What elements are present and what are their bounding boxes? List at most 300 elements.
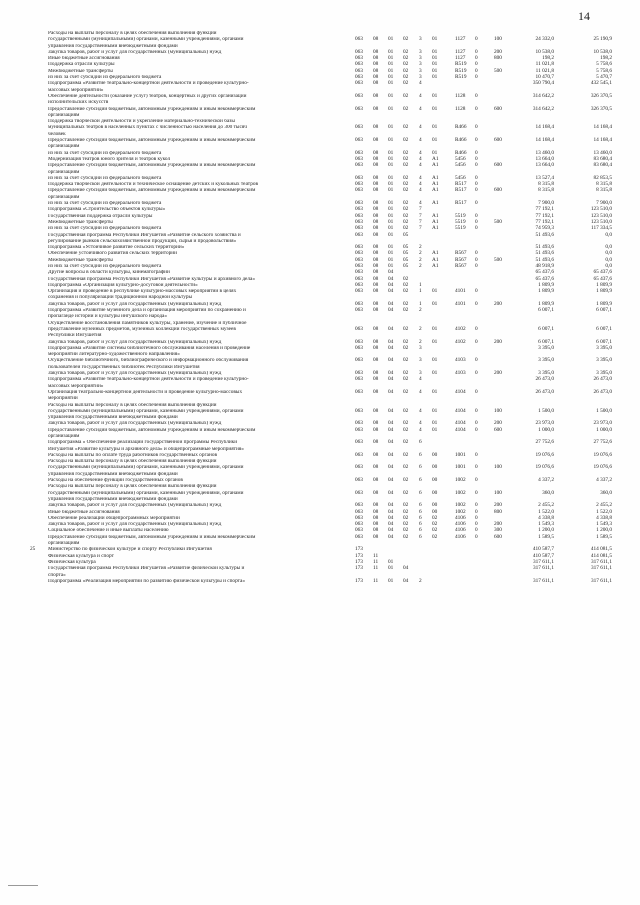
amount-2020: 48 918,9: [535, 262, 554, 269]
amount-2021: 25 190,9: [593, 36, 612, 43]
code-cell: 1127: [455, 48, 466, 55]
code-cell: 02: [403, 174, 409, 181]
code-cell: 0: [475, 137, 478, 144]
code-cell: A1: [432, 250, 439, 257]
code-cell: 4103: [455, 370, 466, 377]
code-cell: 08: [373, 338, 379, 345]
code-cell: 08: [373, 370, 379, 377]
amount-2021: 27 752,6: [593, 439, 612, 446]
code-cell: 02: [403, 527, 409, 534]
code-cell: 100: [494, 464, 502, 471]
code-cell: 01: [432, 74, 438, 81]
code-cell: 4103: [455, 357, 466, 364]
code-cell: 4104: [455, 407, 466, 414]
code-cell: 08: [373, 256, 379, 263]
row-name: Расходы на выплаты персоналу в целях обеспечения выполнения функций: [48, 459, 217, 465]
row-name: управления государственными внебюджетными фондами: [48, 43, 178, 49]
code-cell: 02: [403, 420, 409, 427]
row-name: Подпрограмма «Организация культурно-досуговой деятельности»: [48, 282, 198, 288]
code-cell: 4106: [455, 521, 466, 528]
code-cell: 04: [388, 275, 394, 282]
amount-2021: 1 500,0: [596, 407, 612, 414]
code-cell: 4104: [455, 388, 466, 395]
amount-2021: 3 395,0: [596, 344, 612, 351]
amount-2020: 51 493,6: [535, 250, 554, 257]
code-cell: 08: [373, 288, 379, 295]
code-cell: 08: [373, 477, 379, 484]
amount-2021: 14 168,4: [593, 124, 612, 131]
code-cell: 02: [403, 357, 409, 364]
code-cell: 2: [419, 256, 422, 263]
row-name: Осуществление восстановления памятников культуры, хранение, изучение и публичное: [48, 320, 247, 326]
code-cell: 0: [475, 426, 478, 433]
code-cell: 01: [388, 181, 394, 188]
code-cell: 4106: [455, 527, 466, 534]
code-cell: 5519: [455, 212, 466, 219]
code-cell: 600: [494, 533, 502, 540]
code-cell: 4: [419, 80, 422, 87]
code-cell: 08: [373, 80, 379, 87]
amount-2020: 8 315,8: [538, 181, 554, 188]
code-cell: 01: [432, 61, 438, 68]
code-cell: 500: [494, 67, 502, 74]
amount-2021: 123 510,0: [590, 212, 612, 219]
amount-2021: 26 473,0: [593, 376, 612, 383]
row-name: регулирование рынков сельскохозяйственной продукции, сырья и продовольствия»: [48, 238, 237, 244]
code-cell: 01: [388, 105, 394, 112]
code-cell: 063: [355, 464, 363, 471]
code-cell: 08: [373, 36, 379, 43]
code-cell: 1127: [455, 55, 466, 62]
code-cell: 02: [403, 370, 409, 377]
code-cell: 02: [403, 225, 409, 232]
amount-2020: 314 642,2: [532, 92, 554, 99]
code-cell: 02: [403, 288, 409, 295]
code-cell: 1: [419, 281, 422, 288]
code-cell: 063: [355, 489, 363, 496]
code-cell: 4: [419, 162, 422, 169]
amount-2020: 27 752,6: [535, 439, 554, 446]
code-cell: 01: [432, 149, 438, 156]
row-name: Подпрограмма «Развитие системы библиотечного обслуживания населения и проведение: [48, 345, 251, 351]
code-cell: 08: [373, 48, 379, 55]
code-cell: 01: [388, 218, 394, 225]
code-cell: 3: [419, 370, 422, 377]
amount-2021: 4 338,8: [596, 514, 612, 521]
code-cell: 0: [475, 74, 478, 81]
code-cell: 063: [355, 67, 363, 74]
amount-2021: 65 437,6: [593, 269, 612, 276]
code-cell: 04: [388, 508, 394, 515]
code-cell: 02: [403, 439, 409, 446]
amount-2020: 2 455,2: [538, 502, 554, 509]
row-name: Подпрограмма «Развитие театрально-концертной деятельности и проведение культурно-: [48, 81, 249, 87]
code-cell: 600: [494, 162, 502, 169]
code-cell: 4: [419, 155, 422, 162]
code-cell: 02: [403, 187, 409, 194]
code-cell: 063: [355, 357, 363, 364]
code-cell: 200: [494, 502, 502, 509]
row-name: Расходы на выплаты персоналу в целях обеспечения выполнения функций: [48, 402, 217, 408]
amount-2021: 0,0: [605, 244, 612, 251]
code-cell: 100: [494, 36, 502, 43]
code-cell: 1128: [455, 105, 466, 112]
code-cell: 2: [419, 250, 422, 257]
code-cell: 063: [355, 376, 363, 383]
row-name: массовых мероприятий»: [48, 87, 104, 93]
code-cell: 02: [432, 514, 438, 521]
row-name: Поддержка творческой деятельности и укрепление материально-технической базы: [48, 119, 235, 125]
code-cell: 04: [388, 300, 394, 307]
code-cell: A1: [432, 181, 439, 188]
code-cell: 063: [355, 514, 363, 521]
code-cell: 01: [388, 244, 394, 251]
code-cell: 6: [419, 439, 422, 446]
amount-2021: 1 809,9: [596, 288, 612, 295]
code-cell: A1: [432, 262, 439, 269]
code-cell: 08: [373, 218, 379, 225]
row-name: Подпрограмма «Устойчивое развитие сельских территорий»: [48, 245, 185, 251]
row-number: 25: [30, 546, 36, 553]
code-cell: 11: [373, 552, 379, 559]
code-cell: 063: [355, 212, 363, 219]
code-cell: 00: [432, 477, 438, 484]
code-cell: 04: [388, 451, 394, 458]
code-cell: 500: [494, 218, 502, 225]
code-cell: 0: [475, 55, 478, 62]
code-cell: 01: [388, 36, 394, 43]
code-cell: 01: [388, 565, 394, 572]
code-cell: 05: [403, 244, 409, 251]
code-cell: 02: [403, 477, 409, 484]
code-cell: 08: [373, 269, 379, 276]
code-cell: 02: [403, 275, 409, 282]
row-name: организациям: [48, 541, 80, 547]
amount-2020: 8 315,8: [538, 187, 554, 194]
code-cell: 08: [373, 67, 379, 74]
row-name: Обеспечение устойчивого развития сельских территорий: [48, 251, 177, 257]
code-cell: 063: [355, 181, 363, 188]
code-cell: 01: [388, 250, 394, 257]
code-cell: 200: [494, 521, 502, 528]
row-name: муниципальных театров в населенных пунктах с численностью населения до 300 тысяч: [48, 125, 247, 131]
code-cell: 02: [403, 281, 409, 288]
code-cell: 3: [419, 67, 422, 74]
code-cell: 0: [475, 508, 478, 515]
row-name: Предоставление субсидий бюджетным, автономным учреждениям и иным некоммерческим: [48, 427, 256, 433]
amount-2020: 1 589,5: [538, 533, 554, 540]
code-cell: 063: [355, 105, 363, 112]
code-cell: 600: [494, 426, 502, 433]
amount-2021: 1 549,3: [596, 521, 612, 528]
amount-2021: 83 680,4: [593, 155, 612, 162]
amount-2020: 6 007,1: [538, 338, 554, 345]
amount-2020: 1 522,0: [538, 508, 554, 515]
code-cell: 4: [419, 124, 422, 131]
code-cell: 0: [475, 155, 478, 162]
code-cell: 4106: [455, 514, 466, 521]
code-cell: 04: [388, 307, 394, 314]
scan-edge-mark: [8, 885, 38, 886]
row-name: Подпрограмма « Обеспечение реализации государственной программы Республики: [48, 440, 238, 446]
code-cell: 04: [388, 489, 394, 496]
amount-2020: 317 611,1: [533, 577, 554, 584]
code-cell: 6: [419, 451, 422, 458]
code-cell: 0: [475, 225, 478, 232]
code-cell: 02: [403, 376, 409, 383]
code-cell: 1: [419, 288, 422, 295]
amount-2020: 24 332,0: [535, 36, 554, 43]
code-cell: 08: [373, 212, 379, 219]
code-cell: 4: [419, 137, 422, 144]
code-cell: 01: [432, 426, 438, 433]
amount-2020: 77 192,1: [535, 206, 554, 213]
row-name: Подпрограмма «Развитие театрально-концертной деятельности и проведение культурно-: [48, 377, 249, 383]
code-cell: 02: [403, 407, 409, 414]
code-cell: 300: [494, 527, 502, 534]
code-cell: 2: [419, 338, 422, 345]
code-cell: 4: [419, 92, 422, 99]
code-cell: 0: [475, 527, 478, 534]
row-name: пропаганде истории и культуры ингушского народа»: [48, 314, 168, 320]
code-cell: 063: [355, 162, 363, 169]
row-name: Иные бюджетные ассигнования: [48, 509, 120, 515]
row-name: Предоставление субсидий бюджетным, автономным учреждениям и иным некоммерческим: [48, 138, 256, 144]
code-cell: 08: [373, 124, 379, 131]
code-cell: 0: [475, 489, 478, 496]
row-name: Осуществление библиотечного, библиографического и информационного обслуживания: [48, 358, 249, 364]
code-cell: 063: [355, 262, 363, 269]
amount-2021: 6 007,1: [596, 338, 612, 345]
row-name: государственными (муниципальными) органами, казенными учреждениями, органами: [48, 465, 244, 471]
code-cell: 01: [432, 124, 438, 131]
row-name: Закупка товаров, работ и услуг для государственных (муниципальных) нужд: [48, 371, 222, 377]
code-cell: 01: [388, 74, 394, 81]
code-cell: 4: [419, 174, 422, 181]
code-cell: 063: [355, 244, 363, 251]
code-cell: 063: [355, 256, 363, 263]
code-cell: 063: [355, 451, 363, 458]
row-name: мероприятий: [48, 396, 78, 402]
code-cell: 02: [403, 218, 409, 225]
amount-2020: 19 076,6: [535, 464, 554, 471]
code-cell: 08: [373, 508, 379, 515]
row-name: Республики Ингушетия: [48, 333, 102, 339]
amount-2020: 13 527,4: [535, 174, 554, 181]
code-cell: 063: [355, 533, 363, 540]
code-cell: 08: [373, 137, 379, 144]
code-cell: 02: [403, 307, 409, 314]
amount-2020: 26 473,0: [535, 388, 554, 395]
code-cell: 7: [419, 206, 422, 213]
amount-2021: 26 473,0: [593, 388, 612, 395]
code-cell: 08: [373, 281, 379, 288]
row-name: Государственная программа Республики Ингушетия «Развитие физической культуры и: [48, 566, 245, 572]
amount-2021: 2 455,2: [596, 502, 612, 509]
row-name: Предоставление субсидий бюджетным, автономным учреждениям и иным некоммерческим: [48, 163, 256, 169]
row-name: Государственная программа Республики Ингушетия «Развитие сельского хозяйства и: [48, 232, 241, 238]
code-cell: 0: [475, 218, 478, 225]
code-cell: 3: [419, 55, 422, 62]
code-cell: 01: [388, 55, 394, 62]
code-cell: 0: [475, 174, 478, 181]
code-cell: 100: [494, 407, 502, 414]
code-cell: 1001: [455, 464, 466, 471]
code-cell: 0: [475, 502, 478, 509]
code-cell: 200: [494, 370, 502, 377]
code-cell: 04: [388, 376, 394, 383]
code-cell: 01: [432, 370, 438, 377]
code-cell: 01: [432, 357, 438, 364]
code-cell: 0: [475, 451, 478, 458]
code-cell: 063: [355, 288, 363, 295]
code-cell: 0: [475, 187, 478, 194]
row-name: Закупка товаров, работ и услуг для государственных (муниципальных) нужд: [48, 301, 222, 307]
code-cell: 02: [403, 325, 409, 332]
code-cell: 1128: [455, 92, 466, 99]
code-cell: 2: [419, 244, 422, 251]
code-cell: A1: [432, 225, 439, 232]
amount-2021: 414 081,5: [590, 552, 612, 559]
row-name: Межбюджетные трансферты: [48, 219, 113, 225]
code-cell: 200: [494, 338, 502, 345]
code-cell: 02: [403, 489, 409, 496]
code-cell: 4102: [455, 325, 466, 332]
row-name: Модернизация театров юного зрителя и театров кукол: [48, 156, 171, 162]
code-cell: 0: [475, 67, 478, 74]
row-name: Предоставление субсидий бюджетным, автономным учреждениям и иным некоммерческим: [48, 106, 256, 112]
code-cell: 5456: [455, 162, 466, 169]
amount-2021: 8 315,8: [596, 181, 612, 188]
code-cell: 01: [388, 225, 394, 232]
code-cell: 04: [388, 357, 394, 364]
amount-2020: 19 076,6: [535, 451, 554, 458]
row-name: Предоставление субсидий бюджетным, автономным учреждениям и иным некоммерческим: [48, 188, 256, 194]
code-cell: 7: [419, 212, 422, 219]
row-name: Обеспечение реализации общепрограммных мероприятий: [48, 515, 180, 521]
amount-2021: 317 611,1: [591, 577, 612, 584]
row-name: Организация и проведение в республике культурно-массовых мероприятий в целях: [48, 289, 237, 295]
code-cell: R519: [455, 61, 467, 68]
row-name: Государственная поддержка отрасли культуры: [48, 213, 153, 219]
code-cell: 02: [403, 300, 409, 307]
code-cell: 04: [388, 533, 394, 540]
code-cell: 6: [419, 489, 422, 496]
amount-2021: 317 611,1: [591, 565, 612, 572]
code-cell: 05: [403, 256, 409, 263]
code-cell: 04: [388, 370, 394, 377]
code-cell: 063: [355, 225, 363, 232]
code-cell: 01: [432, 36, 438, 43]
code-cell: 0: [475, 92, 478, 99]
code-cell: 01: [432, 300, 438, 307]
amount-2020: 317 611,1: [533, 558, 554, 565]
code-cell: 04: [388, 281, 394, 288]
code-cell: 02: [403, 74, 409, 81]
amount-2020: 4 338,8: [538, 514, 554, 521]
code-cell: 800: [494, 508, 502, 515]
code-cell: 08: [373, 357, 379, 364]
code-cell: 4: [419, 187, 422, 194]
code-cell: 02: [432, 533, 438, 540]
row-name: Поддержка творческой деятельности и техническое оснащение детских и кукольных театров: [48, 182, 258, 188]
code-cell: 01: [388, 149, 394, 156]
amount-2021: 1 809,9: [596, 281, 612, 288]
amount-2021: 360,0: [600, 489, 612, 496]
code-cell: 4102: [455, 338, 466, 345]
amount-2020: 7 900,0: [538, 200, 554, 207]
page-number: 14: [578, 9, 590, 23]
code-cell: 200: [494, 300, 502, 307]
code-cell: 05: [403, 250, 409, 257]
amount-2021: 3 395,0: [596, 357, 612, 364]
code-cell: 00: [432, 489, 438, 496]
amount-2021: 117 334,5: [591, 225, 612, 232]
code-cell: 0: [475, 181, 478, 188]
amount-2021: 123 510,0: [590, 206, 612, 213]
amount-2021: 14 168,4: [593, 137, 612, 144]
code-cell: 0: [475, 36, 478, 43]
code-cell: 063: [355, 420, 363, 427]
code-cell: 063: [355, 80, 363, 87]
code-cell: 00: [432, 502, 438, 509]
code-cell: 04: [388, 325, 394, 332]
amount-2021: 65 437,6: [593, 275, 612, 282]
code-cell: 08: [373, 514, 379, 521]
code-cell: 0: [475, 533, 478, 540]
row-name: представление музейных предметов, музейных коллекций государственных музеев: [48, 326, 236, 332]
amount-2020: 14 168,4: [535, 137, 554, 144]
amount-2020: 3 395,0: [538, 370, 554, 377]
code-cell: 04: [388, 288, 394, 295]
amount-2021: 326 370,5: [590, 92, 612, 99]
code-cell: 08: [373, 206, 379, 213]
code-cell: 5456: [455, 155, 466, 162]
code-cell: 01: [388, 558, 394, 565]
code-cell: 01: [388, 200, 394, 207]
code-cell: 01: [388, 577, 394, 584]
amount-2020: 74 959,3: [535, 225, 554, 232]
code-cell: 0: [475, 464, 478, 471]
row-name: управления государственными внебюджетными фондами: [48, 496, 178, 502]
amount-2021: 10 538,0: [593, 48, 612, 55]
code-cell: 04: [388, 527, 394, 534]
code-cell: 00: [432, 451, 438, 458]
code-cell: 01: [432, 388, 438, 395]
code-cell: 063: [355, 48, 363, 55]
code-cell: 4: [419, 376, 422, 383]
code-cell: 04: [388, 407, 394, 414]
amount-2020: 360,0: [542, 489, 554, 496]
amount-2020: 10 470,7: [535, 74, 554, 81]
row-name: государственными (муниципальными) органами, казенными учреждениями, органами: [48, 408, 244, 414]
code-cell: 01: [388, 155, 394, 162]
amount-2021: 0,0: [605, 250, 612, 257]
code-cell: 2: [419, 307, 422, 314]
code-cell: 4: [419, 407, 422, 414]
code-cell: 02: [403, 426, 409, 433]
row-name: Расходы на выплаты персоналу в целях обеспечения выполнения функций: [48, 484, 217, 490]
row-name: мероприятий литературно-художественного направления»: [48, 352, 180, 358]
code-cell: 6: [419, 527, 422, 534]
code-cell: A1: [432, 200, 439, 207]
code-cell: 4104: [455, 420, 466, 427]
code-cell: 063: [355, 61, 363, 68]
code-cell: 01: [432, 48, 438, 55]
row-name: Закупка товаров, работ и услуг для государственных (муниципальных) нужд: [48, 503, 222, 509]
amount-2021: 0,0: [605, 262, 612, 269]
code-cell: 0: [475, 370, 478, 377]
